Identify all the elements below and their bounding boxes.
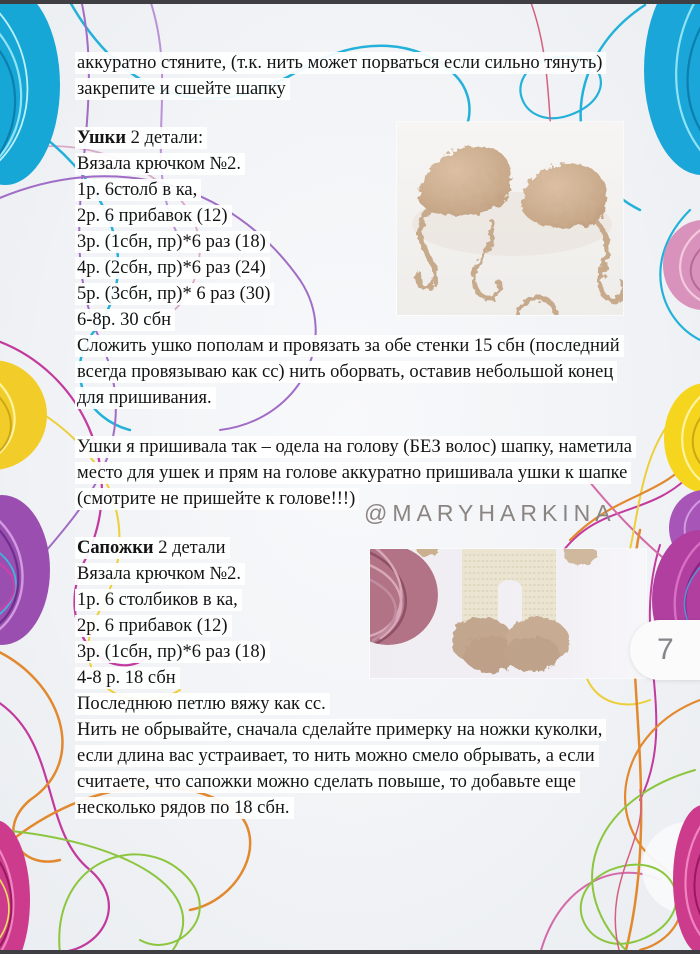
text-line: закрепите и сшейте шапку [75, 76, 675, 102]
text-line: Нить не обрывайте, сначала сделайте примерку на ножки куколки, [75, 717, 675, 743]
document-text [75, 50, 675, 844]
watermark: @MARYHARKINA [364, 500, 616, 526]
page-number-pill [630, 620, 700, 680]
text-line: 5р. (3сбн, пр)* 6 раз (30) [75, 281, 675, 307]
text-line: Ушки я пришивала так – одела на голову (БЕЗ волос) шапку, наметила [75, 434, 675, 460]
yarn-ball-bottom-left [0, 820, 30, 954]
text-line: 1р. 6 столбиков в ка, [75, 587, 675, 613]
text-line: считаете, что сапожки можно сделать повыше, то добавьте еще [75, 769, 675, 795]
text-line: 3р. (1сбн, пр)*6 раз (18) [75, 229, 675, 255]
text-line: (смотрите не пришейте к голове!!!) [75, 486, 675, 512]
paragraph-ears-sewing [75, 434, 675, 512]
text-line: Ушки 2 детали: [75, 125, 675, 151]
yarn-ball-top-left [0, 0, 60, 185]
text-line: для пришивания. [75, 385, 675, 411]
yarn-ball-left-yellow [0, 360, 47, 470]
text-line: 2р. 6 прибавок (12) [75, 613, 675, 639]
text-line: место для ушек и прям на голове аккуратно пришивала ушки к шапке [75, 460, 675, 486]
text-line: всегда провязываю как сс) нить оборвать, оставив небольшой конец [75, 359, 675, 385]
text-line: Вязала крючком №2. [75, 151, 675, 177]
text-line: несколько рядов по 18 сбн. [75, 795, 675, 821]
text-line: 4-8 р. 18 сбн [75, 665, 675, 691]
text-line: Сложить ушко пополам и провязать за обе стенки 15 сбн (последний [75, 333, 675, 359]
page-number: 7 [657, 633, 674, 666]
text-line: аккуратно стяните, (т.к. нить может порваться если сильно тянуть) [75, 50, 675, 76]
text-line: 3р. (1сбн, пр)*6 раз (18) [75, 639, 675, 665]
text-line: 2р. 6 прибавок (12) [75, 203, 675, 229]
text-line: Сапожки 2 детали [75, 535, 675, 561]
text-line: Последнюю петлю вяжу как сс. [75, 691, 675, 717]
paragraph-hat-finish [75, 50, 675, 102]
yarn-ball-left-purple [0, 495, 50, 645]
paragraph-boots-pattern [75, 535, 675, 821]
text-line: 4р. (2сбн, пр)*6 раз (24) [75, 255, 675, 281]
text-line: Вязала крючком №2. [75, 561, 675, 587]
top-edge-strip [0, 0, 700, 4]
bottom-edge-strip [0, 950, 700, 954]
text-line: если длина вас устраивает, то нить можно смело обрывать, а если [75, 743, 675, 769]
text-line: 6-8р. 30 сбн [75, 307, 675, 333]
paragraph-ears-pattern [75, 125, 675, 411]
text-line: 1р. 6столб в ка, [75, 177, 675, 203]
